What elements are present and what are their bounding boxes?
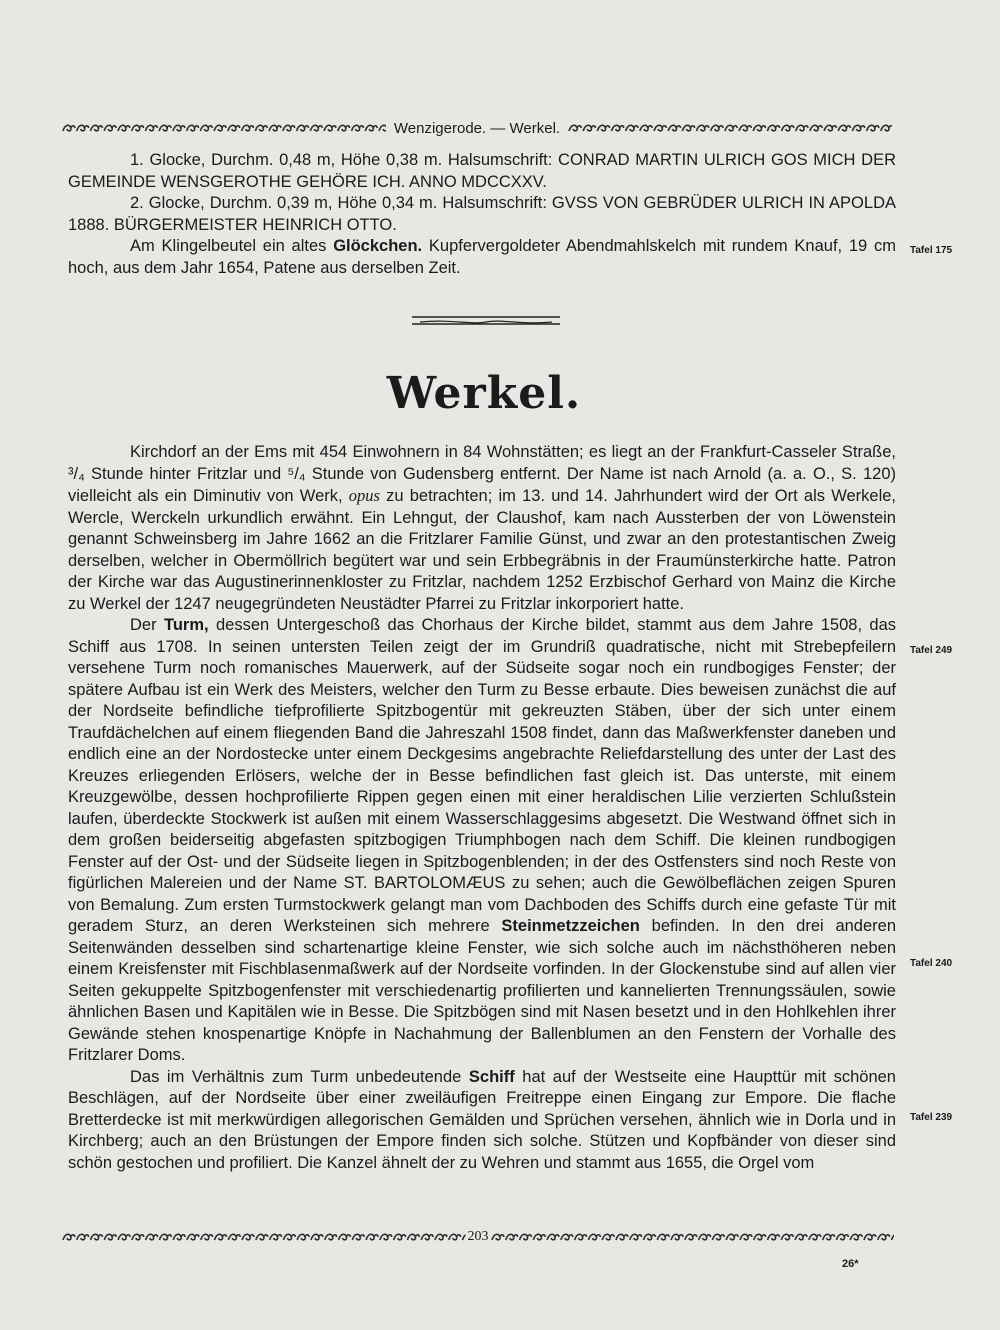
running-head-title: Wenzigerode. — Werkel. — [393, 119, 561, 137]
bell-1-paragraph: 1. Glocke, Durchm. 0,48 m, Höhe 0,38 m. Halsumschrift: CONRAD MARTIN ULRICH GOS MICH DER GEMEINDE WENSGEROTHE GEHÖRE ICH. ANNO MDCCXXV. — [68, 151, 896, 191]
text-run: Das im Verhältnis zum Turm unbedeutende — [130, 1067, 469, 1086]
main-text — [68, 442, 896, 1174]
text-run: Der — [130, 616, 164, 634]
ornament-band-footer-right — [491, 1231, 895, 1243]
italic-term: opus — [348, 486, 380, 505]
margin-note-tafel-249: Tafel 249 — [910, 645, 953, 656]
text-run: befinden. In den drei anderen Seitenwänden desselben sind schartenartige kleine Fenster, wie sich solche auch im nächsthöheren neben einem Kreisfenster mit Fischblasenmaßwerk auf der Nordseite vorfinden. In der Glockenstube sind auf allen vier Seiten gekuppelte Spitzbogenfenster mit verschiedenartig profilierten und kannelierten Trennungssäulen, sowie ähnlichen Basen und Kapitälen wie in Besse. Die Spitzbögen sind mit Nasen besetzt und in den Hohlkehlen ihrer Gewände stehen knospenartige Knöpfe in Nachahmung der Ballenblumen an den Fenstern der Vorhalle des Fritzlarer Doms. — [68, 917, 897, 1064]
bold-term: Turm, — [163, 616, 209, 634]
ornament-band-right — [568, 122, 892, 134]
text-run: zu betrachten; im 13. und 14. Jahrhundert wird der Ort als Werkele, Wercle, Werckeln urkundlich erwähnt. Ein Lehngut, der Claushof, kam nach Aussterben der von Löwenstein genannt Schweinsberg im Jahre 1662 an die Fritzlarer Familie Günst, und zwar an den protestantischen Zweig derselben, welcher in Obermöllrich begütert war und sein Erbbegräbnis in der Fraumünsterkirche hatte. Patron der Kirche war das Augustinerinnenkloster zu Fritzlar, nachdem 1252 Erzbischof Gerhard von Mainz die Kirche zu Werkel der 1247 neugegründeten Neustädter Pfarrei zu Fritzlar inkorporiert hatte. — [68, 487, 896, 613]
margin-note-tafel-239: Tafel 239 — [910, 1112, 953, 1123]
printer-signature: 26* — [842, 1258, 859, 1270]
page-footer — [62, 1228, 894, 1246]
margin-note-tafel-240: Tafel 240 — [910, 958, 953, 969]
section-divider — [412, 313, 560, 327]
paragraph-tower — [68, 615, 896, 1067]
bold-term: Schiff — [468, 1067, 515, 1086]
paragraph-nave — [68, 1067, 896, 1175]
margin-note-tafel-175: Tafel 175 — [910, 245, 953, 256]
bold-term: Glöckchen. — [333, 237, 423, 255]
bell-2-paragraph: 2. Glocke, Durchm. 0,39 m, Höhe 0,34 m. Halsumschrift: GVSS VON GEBRÜDER ULRICH IN APOLDA 1888. BÜRGERMEISTER HEINRICH OTTO. — [68, 194, 896, 234]
paragraph-village — [68, 442, 896, 615]
ornament-band-footer-left — [62, 1231, 466, 1243]
klingelbeutel-paragraph — [68, 236, 896, 279]
text-run: Kupfervergoldeter Abendmahlskelch mit rundem Knauf, 19 cm hoch, aus dem Jahr 1654, Patene aus derselben Zeit. — [68, 237, 896, 277]
text-run: Am Klingelbeutel ein altes — [130, 237, 334, 255]
section-heading: Werkel. — [386, 368, 582, 419]
page-number: 203 — [467, 1229, 489, 1244]
text-run: dessen Untergeschoß das Chorhaus der Kirche bildet, stammt aus dem Jahre 1508, das Schiff aus 1708. In seinen untersten Teilen zeigt der im Grundriß quadratische, nicht mit Strebepfeilern versehene Turm noch romanisches Mauerwerk, auf der Südseite sogar noch ein rundbogiges Fenster; der spätere Aufbau ist ein Werk des Meisters, welcher den Turm zu Besse erbaute. Dies beweisen zunächst die auf der Nordseite befindliche tiefprofilierte Spitzbogentür mit gekreuzten Stäben, über der sich unter einem Traufdächelchen auf einem fliegenden Band die Jahreszahl 1508 findet, dann das Maßwerkfenster daneben und endlich eine an der Nordostecke unter einem Deckgesims angebrachte Reliefdarstellung des unter der Last des Kreuzes erliegenden Erlösers, welche der in Besse befindlichen fast gleich ist. Das unterste, mit einem Kreuzgewölbe, dessen hochprofilierte Rippen gegen einen mit einer heraldischen Lilie verzierten Schlußstein laufen, überdeckte Stockwerk ist außen mit einem Wasserschlaggesims abgesetzt. Die Westwand öffnet sich in dem großen beiderseitig abgefasten spitzbogigen Triumphbogen nach dem Schiff. Die kleinen rundbogigen Fenster auf der Ost- und der Südseite liegen in Spitzbogenblenden; in der des Ostfensters sind noch Reste von figürlichen Malereien und der Name ST. BARTOLOMÆUS zu sehen; auch die Gewölbeflächen zeigen Spuren von Bemalung. Zum ersten Turmstockwerk gelangt man vom Dachboden des Schiffs durch eine gefaste Tür mit geradem Sturz, an deren Werksteinen sich mehrere — [68, 616, 897, 935]
text-run: Kirchdorf an der Ems mit 454 Einwohnern in 84 Wohnstätten; es liegt an der Frankfurt-Casseler Straße, ³/₄ Stunde hinter Fritzlar und ⁵/₄ Stunde von Gudensberg entfernt. Der Name ist nach Arnold (a. a. O., S. 120) vielleicht als ein Diminutiv von Werk, — [68, 443, 896, 505]
bell-description — [68, 150, 896, 279]
ornament-band-left — [62, 122, 386, 134]
running-header — [62, 118, 892, 138]
text-run: hat auf der Westseite eine Haupttür mit schönen Beschlägen, auf der Nordseite über einer zweiläufigen Freitreppe einen Eingang zur Empore. Die flache Bretterdecke ist mit merkwürdigen allegorischen Gemälden und Sprüchen versehen, ähnlich wie in Dorla und in Kirchberg; auch an den Brüstungen der Empore finden sich solche. Stützen und Kopfbänder von dieser sind schön gestochen und profiliert. Die Kanzel ähnelt der zu Wehren und stammt aus 1655, die Orgel vom — [68, 1067, 896, 1172]
bold-term: Steinmetzzeichen — [501, 917, 640, 935]
